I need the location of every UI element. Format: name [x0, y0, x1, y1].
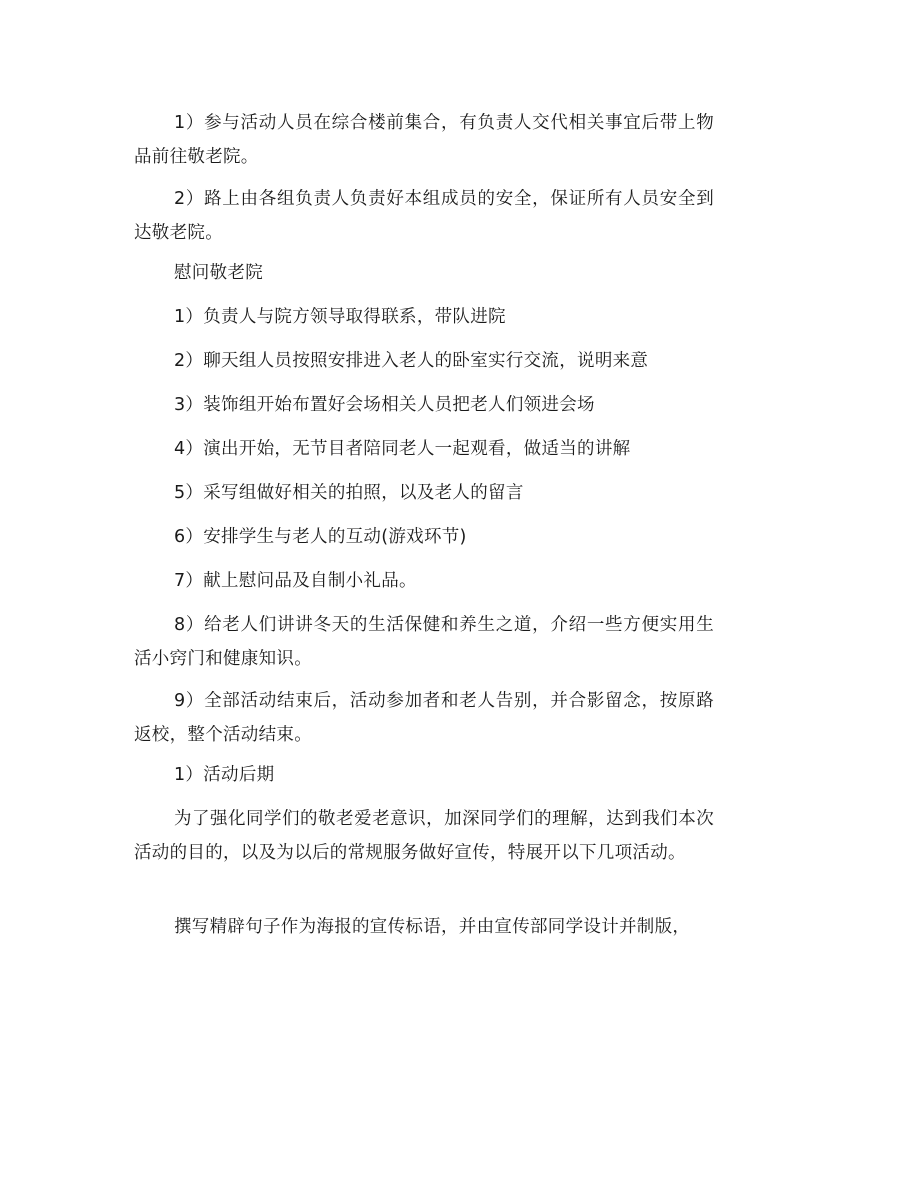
paragraph-step-6: 6）安排学生与老人的互动(游戏环节) [174, 527, 467, 547]
paragraph-step-8: 8）给老人们讲讲冬天的生活保健和养生之道，介绍一些方便实用生活小窍门和健康知识。 [134, 615, 714, 669]
paragraph-step-2: 2）聊天组人员按照安排进入老人的卧室实行交流，说明来意 [174, 351, 649, 371]
paragraph-gather: 1）参与活动人员在综合楼前集合，有负责人交代相关事宜后带上物品前往敬老院。 [134, 113, 714, 167]
paragraph-step-4: 4）演出开始，无节目者陪同老人一起观看，做适当的讲解 [174, 439, 631, 459]
paragraph-step-3: 3）装饰组开始布置好会场相关人员把老人们领进会场 [174, 395, 595, 415]
paragraph-step-1: 1）负责人与院方领导取得联系，带队进院 [174, 307, 506, 327]
section-heading-visit: 慰问敬老院 [174, 263, 263, 283]
paragraph-safety: 2）路上由各组负责人负责好本组成员的安全，保证所有人员安全到达敬老院。 [134, 189, 714, 243]
paragraph-poster: 撰写精辟句子作为海报的宣传标语，并由宣传部同学设计并制版， [174, 917, 691, 937]
paragraph-step-5: 5）采写组做好相关的拍照，以及老人的留言 [174, 483, 524, 503]
paragraph-step-9: 9）全部活动结束后，活动参加者和老人告别，并合影留念，按原路返校，整个活动结束。 [134, 691, 714, 745]
section-heading-post-activity: 1）活动后期 [174, 765, 275, 785]
paragraph-step-7: 7）献上慰问品及自制小礼品。 [174, 571, 417, 591]
paragraph-purpose: 为了强化同学们的敬老爱老意识，加深同学们的理解，达到我们本次活动的目的，以及为以后的常规服务做好宣传，特展开以下几项活动。 [134, 809, 714, 863]
